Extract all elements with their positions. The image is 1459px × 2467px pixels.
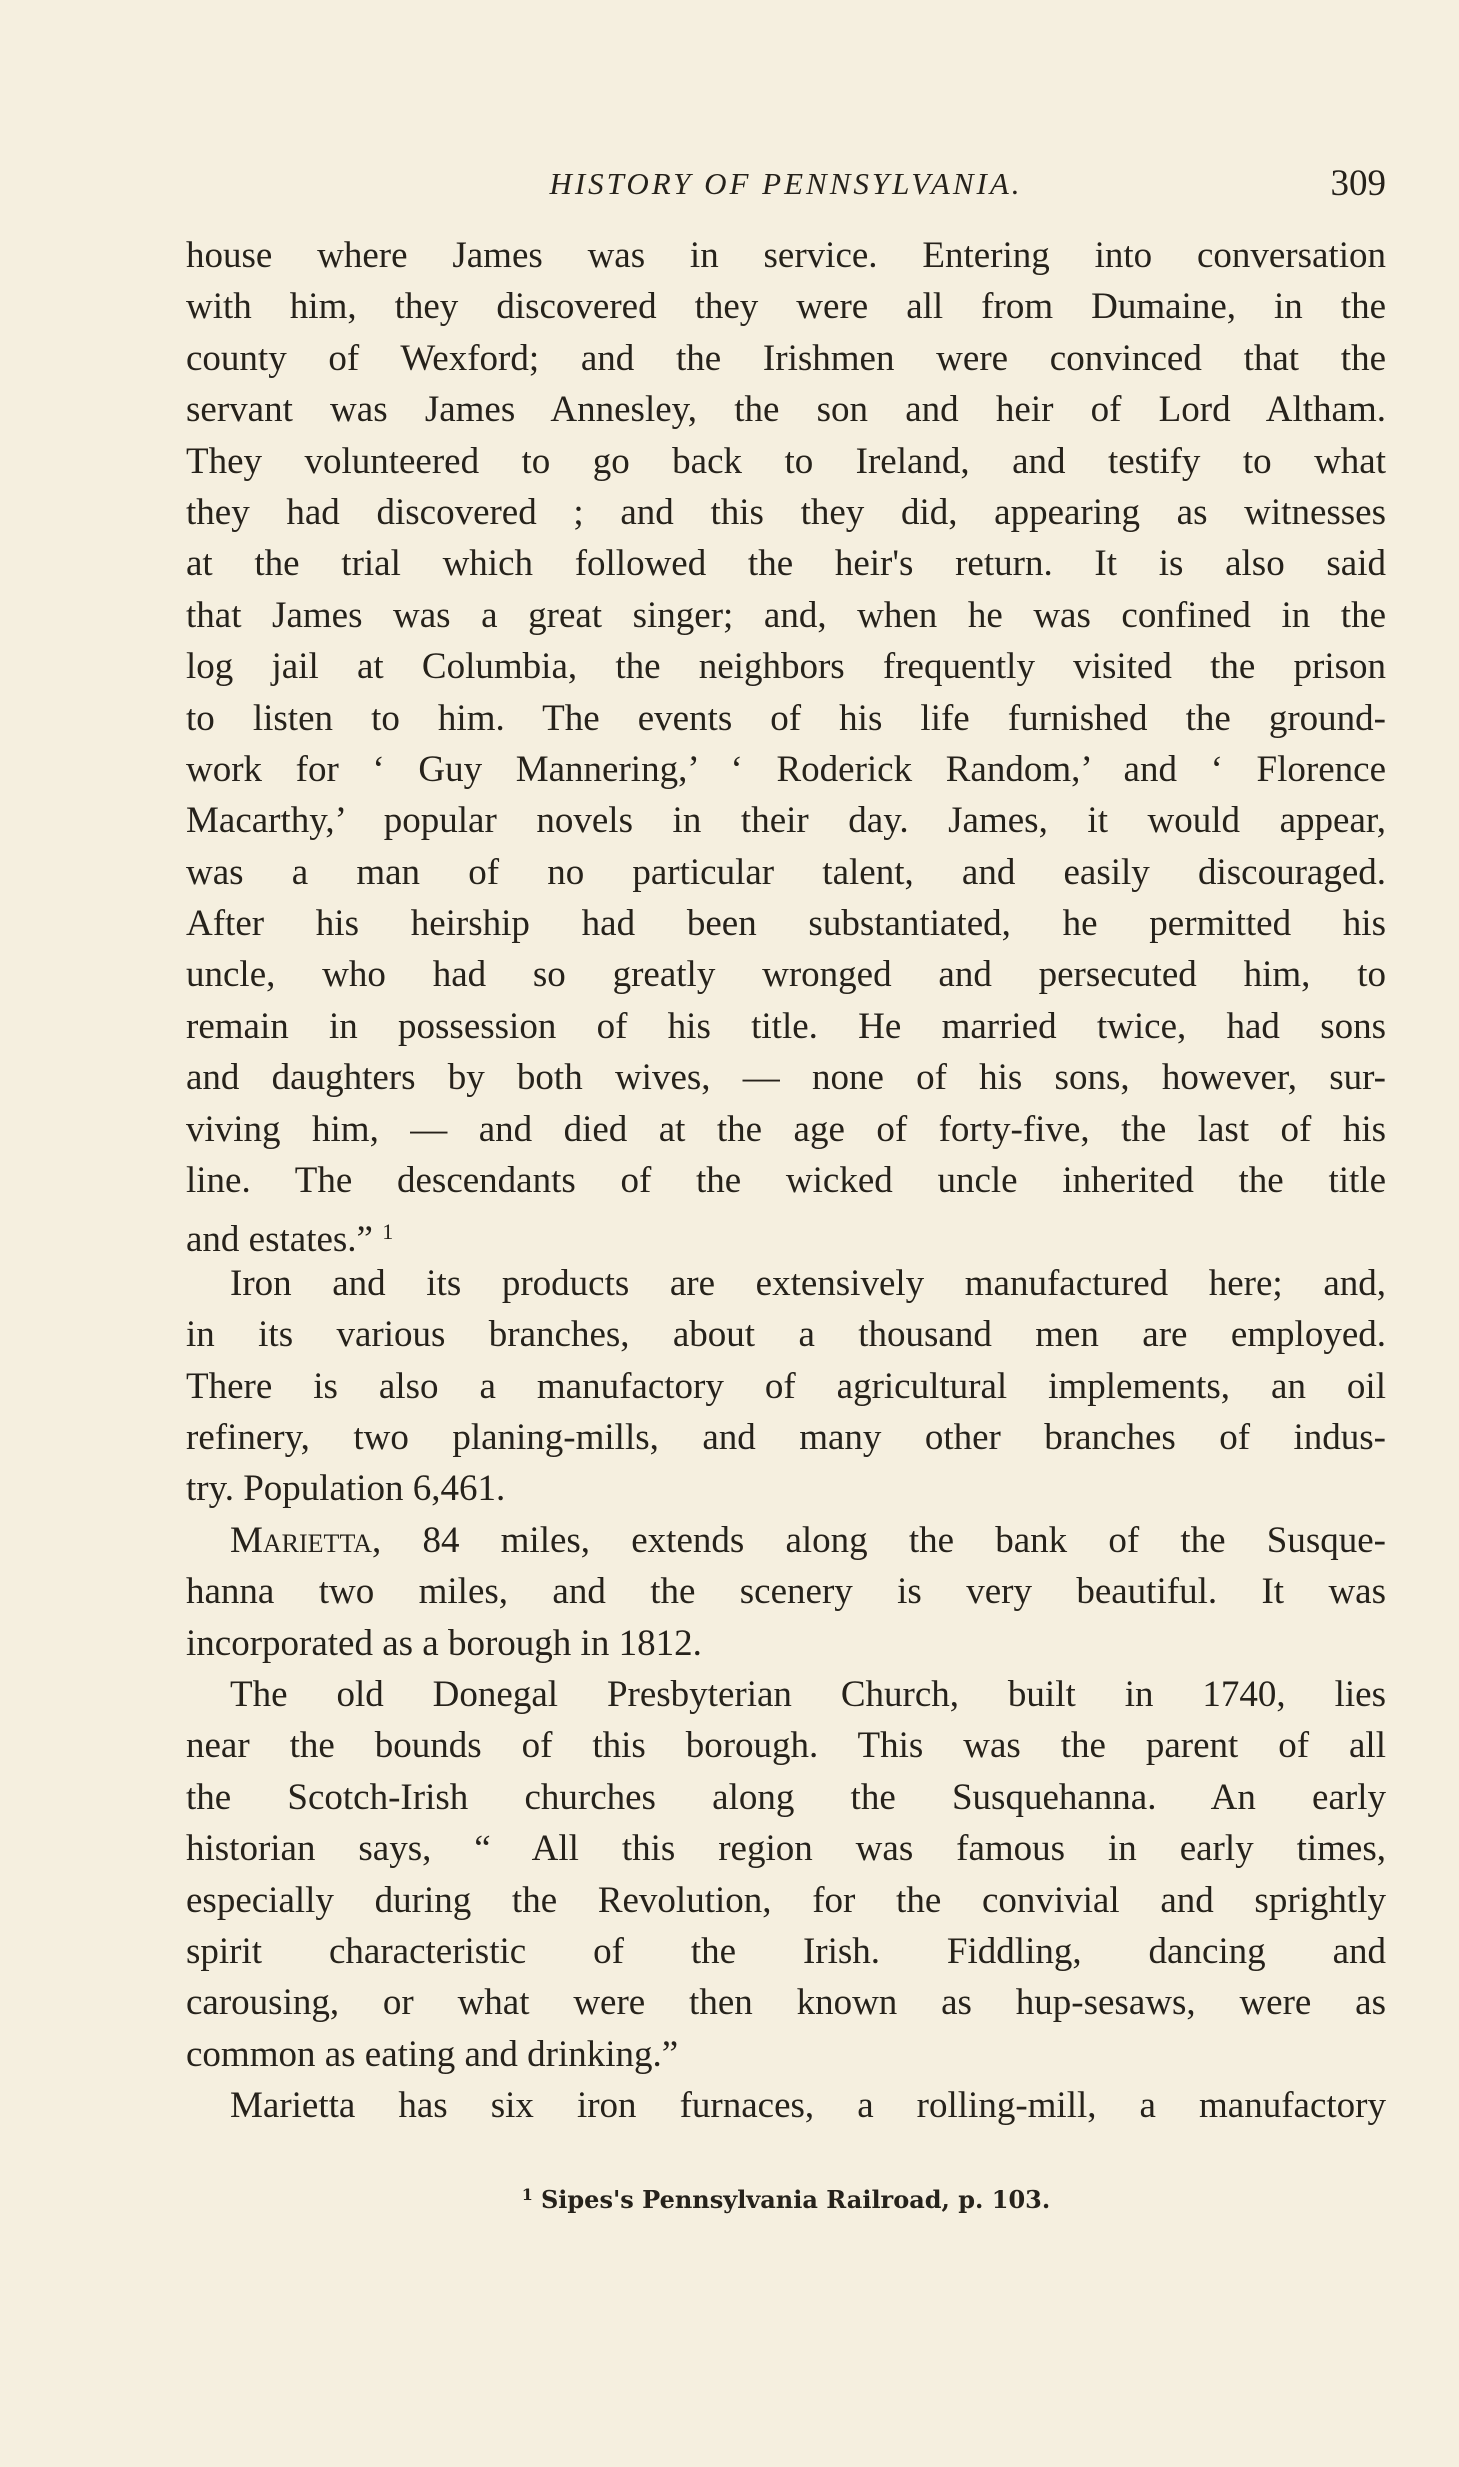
text-line: especially during the Revolution, for the convivial and sprightly xyxy=(186,1879,1386,1921)
text-line: the Scotch-Irish churches along the Susquehanna. An early xyxy=(186,1776,1386,1818)
paragraph-start-line xyxy=(186,1515,1386,1566)
footnote-mark: 1 xyxy=(521,2185,533,2204)
text-line: incorporated as a borough in 1812. xyxy=(186,1622,702,1664)
text-line: viving him, — and died at the age of forty-five, the last of his xyxy=(186,1108,1386,1150)
running-head xyxy=(186,162,1386,212)
text-line: carousing, or what were then known as hup-sesaws, were as xyxy=(186,1982,1386,2024)
text-line: with him, they discovered they were all from Dumaine, in the xyxy=(186,286,1386,328)
text-line: try. Population 6,461. xyxy=(186,1468,506,1510)
place-name: Marietta xyxy=(230,1519,373,1561)
text-line: servant was James Annesley, the son and heir of Lord Altham. xyxy=(186,389,1386,431)
text-line: county of Wexford; and the Irishmen were convinced that the xyxy=(186,337,1386,379)
text-line: they had discovered ; and this they did, appearing as witnesses xyxy=(186,491,1386,533)
text-line: log jail at Columbia, the neighbors frequently visited the prison xyxy=(186,646,1386,688)
text-line: and estates.” xyxy=(186,1219,373,1258)
text-line: that James was a great singer; and, when he was confined in the xyxy=(186,594,1386,636)
text-line: common as eating and drinking.” xyxy=(186,2033,679,2075)
text-line: There is also a manufactory of agricultural implements, an oil xyxy=(186,1365,1386,1407)
body-text xyxy=(186,230,1386,2131)
footnote-reference: 1 xyxy=(382,1219,394,1245)
text-line: hanna two miles, and the scenery is very beautiful. It was xyxy=(186,1571,1386,1613)
footnote-text: Sipes's Pennsylvania Railroad, p. 103. xyxy=(540,2185,1051,2214)
paragraph-start-line: The old Donegal Presbyterian Church, built in 1740, lies xyxy=(230,1673,1386,1715)
text-line: uncle, who had so greatly wronged and persecuted him, to xyxy=(186,954,1386,996)
text-line: near the bounds of this borough. This was the parent of all xyxy=(186,1725,1386,1767)
text-line: Macarthy,’ popular novels in their day. James, it would appear, xyxy=(186,800,1386,842)
paragraph-start-line: Marietta has six iron furnaces, a rolling-mill, a manufactory xyxy=(230,2085,1386,2127)
text-line: and daughters by both wives, — none of his sons, however, sur- xyxy=(186,1057,1386,1099)
text-line: remain in possession of his title. He married twice, had sons xyxy=(186,1005,1386,1047)
text-line: After his heirship had been substantiated, he permitted his xyxy=(186,903,1386,945)
text-line: historian says, “ All this region was famous in early times, xyxy=(186,1828,1386,1870)
text-line: line. The descendants of the wicked uncle inherited the title xyxy=(186,1160,1386,1202)
footnote xyxy=(186,2180,1386,2215)
text-line: , 84 miles, extends along the bank of the Susque- xyxy=(372,1519,1386,1561)
text-line: at the trial which followed the heir's return. It is also said xyxy=(186,543,1386,585)
running-title: HISTORY OF PENNSYLVANIA. xyxy=(549,166,1023,201)
text-line: spirit characteristic of the Irish. Fiddling, dancing and xyxy=(186,1930,1386,1972)
text-line: to listen to him. The events of his life furnished the ground- xyxy=(186,697,1386,739)
page-number: 309 xyxy=(1330,163,1386,204)
paragraph-start-line: Iron and its products are extensively manufactured here; and, xyxy=(230,1262,1386,1304)
text-line: They volunteered to go back to Ireland, and testify to what xyxy=(186,440,1386,482)
text-line: was a man of no particular talent, and easily discouraged. xyxy=(186,851,1386,893)
text-line: work for ‘ Guy Mannering,’ ‘ Roderick Random,’ and ‘ Florence xyxy=(186,748,1386,790)
text-line: in its various branches, about a thousand men are employed. xyxy=(186,1314,1386,1356)
text-line: house where James was in service. Entering into conversation xyxy=(186,235,1386,276)
text-line-with-footnote xyxy=(186,1206,1386,1257)
text-line: refinery, two planing-mills, and many other branches of indus- xyxy=(186,1416,1386,1458)
